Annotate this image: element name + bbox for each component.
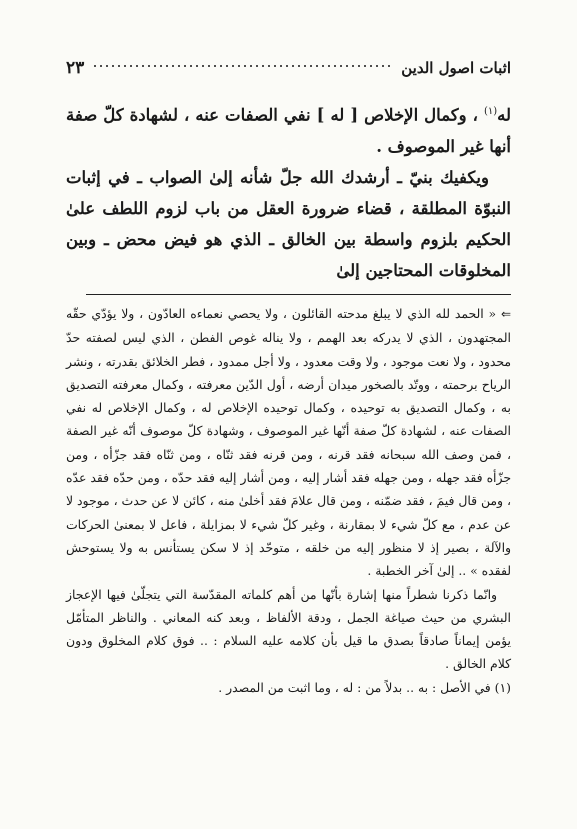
main-paragraph-2: ويكفيك بنيّ ـ أرشدك الله جلّ شأنه إلىٰ الصواب ـ في إثبات النبوّة المطلقة ، قضاء ضرورة العقل من باب لزوم اللطف علىٰ الحكيم بلزوم واسطة بين الخالق ـ الذي هو فيض محض ـ وبين المخلوقات المحتاجين إلىٰ [66,167,511,280]
main-text-fragment: ، وكمال الإخلاص [ له ] نفي الصفات عنه ، لشهادة كلّ صفة أنها غير الموصوف . [66,105,511,156]
page-header [66,58,511,82]
footnote-commentary: وانّما ذكرنا شطراً منها إشارة بأنّها من أهم كلماته المقدّسة التي يتجلّىٰ فيها الإعجاز البشري من حيث صياغة الجمل ، ودقة الألفاظ ، وبعد كنه المعاني . والناظر المتأمّل يؤمن إيماناً صادقاً بصدق ما قيل بأن كلامه عليه السلام : .. فوق كلام المخلوق ودون كلام الخالق . [66,586,511,672]
footnote-quote: « الحمد لله الذي لا يبلغ مدحته القائلون ، ولا يحصي نعماءه العادّون ، ولا يؤدّي حقّه المجتهدون ، الذي لا يدركه بعد الهمم ، ولا يناله غوص الفطن ، الذي ليس لصفته حدّ محدود ، ولا نعت موجود ، ولا وقت معدود ، ولا أجل ممدود ، فطر الخلائق بقدرته ، ونشر الرياح برحمته ، ووتّد بالصخور ميدان أرضه ، أول الدّين معرفته ، وكمال معرفته التصديق به ، وكمال التصديق به توحيده ، وكمال توحيده الإخلاص له ، وكمال الإخلاص له نفي الصفات عنه ، لشهادة كلّ صفة أنّها غير الموصوف ، وشهادة كلّ موصوف أنّه غير الصفة ، فمن وصف الله سبحانه فقد قرنه ، ومن قرنه فقد ثنّاه ، ومن ثنّاه فقد جزّأه ، ومن جزّأه فقد جهله ، ومن جهله فقد أشار إليه ، ومن أشار إليه فقد حدّه ، ومن حدّه فقد عدّه ، ومن قال فيمَ ، فقد ضمّنه ، ومن قال علامَ فقد أخلىٰ منه ، كائن لا عن حدث ، موجود لا عن عدم ، مع كلّ شيء لا بمقارنة ، وغير كلّ شيء لا بمزايلة ، فاعل لا بمعنىٰ الحركات والآلة ، بصير إذ لا منظور إليه من خلقه ، متوحّد إذ لا سكن يستأنس به ولا يستوحش لفقده » .. إلىٰ آخر الخطبة . [66,306,511,579]
main-text-fragment: له [497,105,511,125]
page-number: ٢٣ [66,58,85,78]
continuation-arrow-icon: ⇐ [500,307,511,321]
main-paragraph-1 [66,96,511,162]
running-title: اثبات اصول الدين [401,59,511,77]
footnote-continuation [66,302,511,583]
footnote-reference: (١) [483,106,498,117]
footnote-1: (١) في الأصل : به .. بدلاً من : له ، وما اثبت من المصدر . [218,679,511,695]
main-text [66,96,511,286]
footnote-separator [86,294,511,295]
footnotes [66,302,511,699]
dotted-leader [92,59,393,73]
